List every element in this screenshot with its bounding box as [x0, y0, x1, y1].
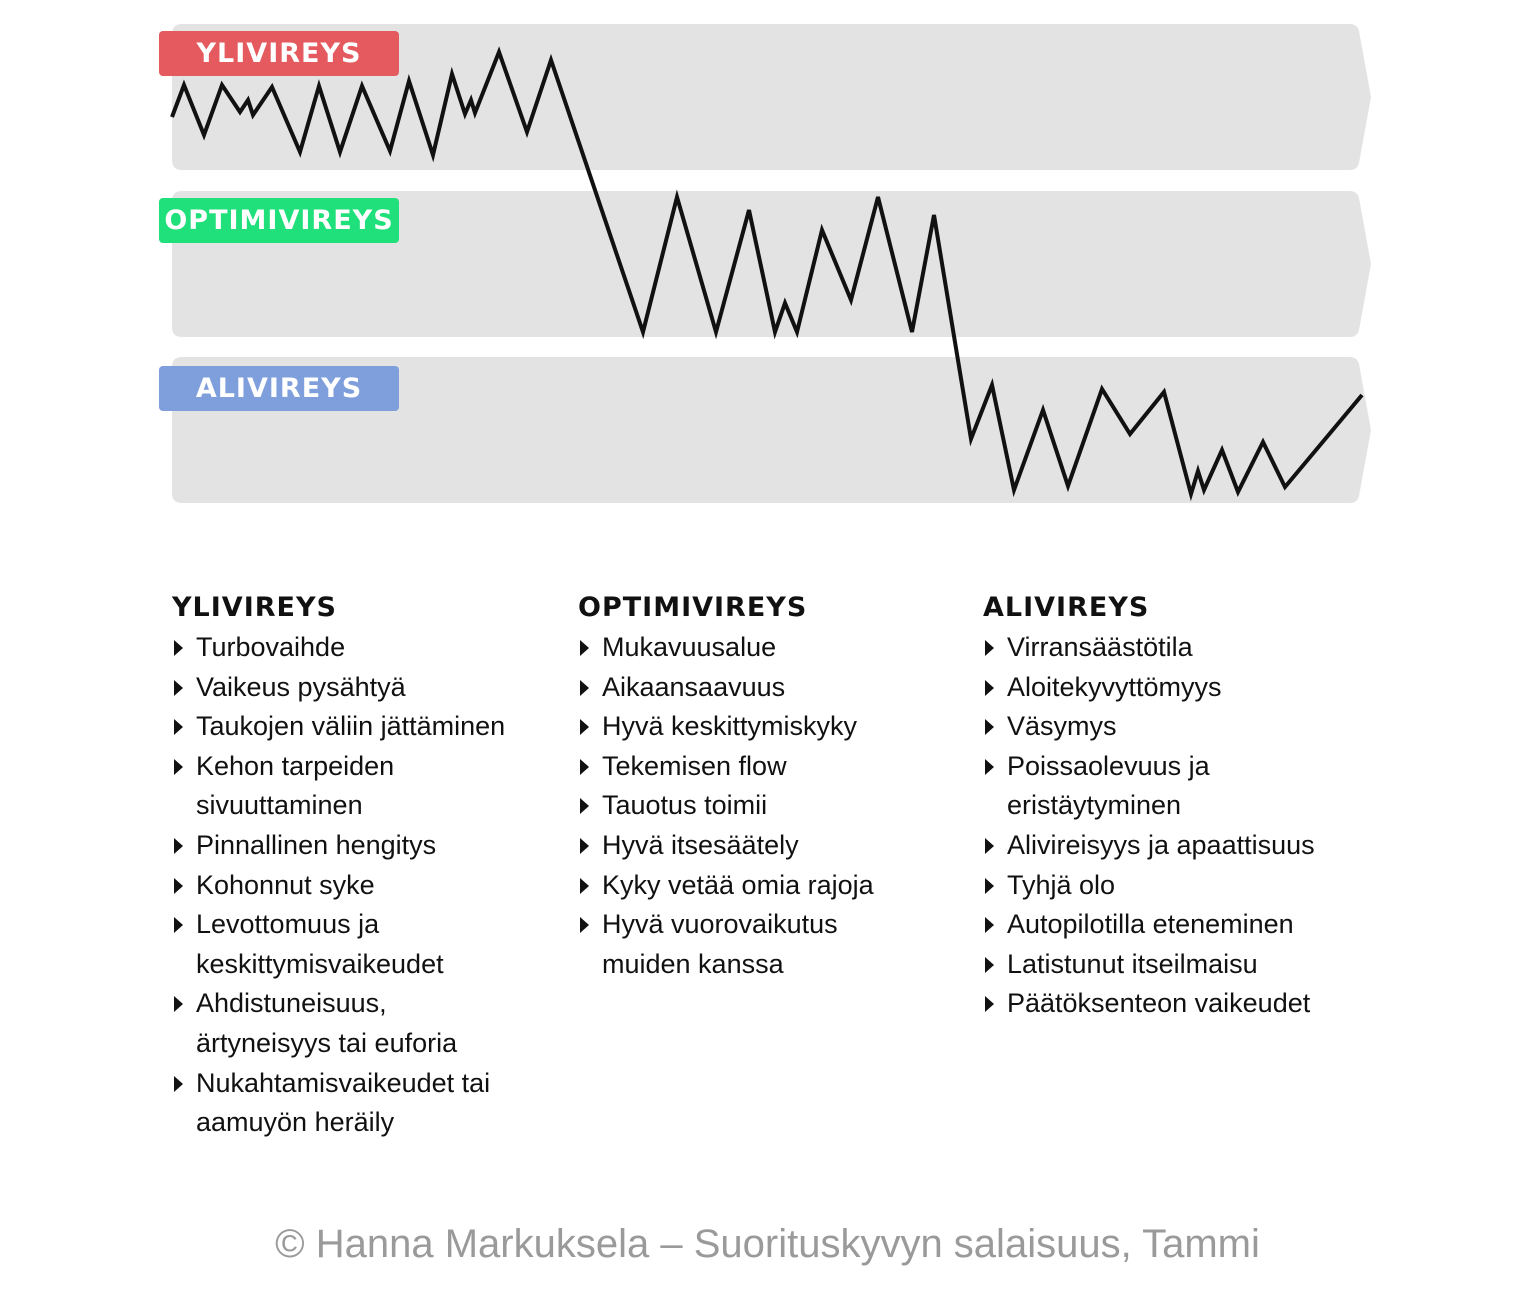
bullet-icon: [580, 878, 589, 894]
bullet-icon: [985, 719, 994, 735]
list-item-text: Mukavuusalue: [602, 632, 777, 662]
column-title: ALIVIREYS: [983, 592, 1150, 623]
list-item-text: Hyvä itsesäätely: [602, 829, 799, 860]
bullet-icon: [174, 878, 183, 894]
list-item-text: Virransäästötila: [1007, 632, 1193, 662]
list-item-text: Poissaolevuus ja eristäytyminen: [1007, 750, 1210, 821]
bullet-icon: [174, 838, 183, 854]
bullet-icon: [174, 917, 183, 933]
list-item: [172, 984, 516, 1063]
list-item: [983, 945, 1383, 985]
bullet-icon: [985, 878, 994, 894]
column-list: [983, 628, 1383, 1024]
list-item-text: Kohonnut syke: [196, 869, 375, 900]
list-item: [578, 668, 958, 708]
bullet-icon: [985, 640, 994, 656]
list-item: [172, 628, 552, 668]
list-item: [578, 786, 958, 826]
list-item: [983, 905, 1383, 945]
list-item-text: Vaikeus pysähtyä: [196, 671, 406, 702]
bullet-icon: [580, 838, 589, 854]
bullet-icon: [580, 680, 589, 696]
bullet-icon: [174, 719, 183, 735]
list-item: [578, 747, 958, 787]
list-item: [578, 826, 958, 866]
list-item-text: Aikaansaavuus: [602, 671, 786, 702]
bullet-icon: [985, 917, 994, 933]
list-item: [172, 747, 446, 826]
list-item: [983, 747, 1287, 826]
column-title: YLIVIREYS: [172, 592, 337, 623]
list-item-text: Ahdistuneisuus, ärtyneisyys tai euforia: [196, 988, 458, 1058]
list-item-text: Väsymys: [1007, 711, 1117, 742]
list-item-text: Hyvä keskittymiskyky: [602, 711, 858, 742]
list-item: [172, 826, 552, 866]
bullet-icon: [580, 759, 589, 775]
list-item-text: Levottomuus ja keskittymisvaikeudet: [196, 909, 444, 979]
zone-label-optimivireys: OPTIMIVIREYS: [159, 198, 399, 243]
list-item-text: Autopilotilla eteneminen: [1007, 909, 1294, 940]
list-item-text: Tyhjä olo: [1007, 869, 1116, 900]
list-item: [172, 866, 552, 906]
list-item-text: Kehon tarpeiden sivuuttaminen: [196, 750, 395, 821]
list-item: [983, 826, 1383, 866]
copyright-credit: © Hanna Markuksela – Suorituskyvyn salaisuus, Tammi: [275, 1222, 1260, 1266]
bullet-icon: [580, 798, 589, 814]
list-item-text: Aloitekyvyttömyys: [1007, 671, 1222, 702]
list-item: [983, 668, 1383, 708]
bullet-icon: [174, 640, 183, 656]
bullet-icon: [580, 719, 589, 735]
list-item-text: Hyvä vuorovaikutus muiden kanssa: [602, 909, 838, 979]
list-item-text: Tauotus toimii: [602, 790, 768, 821]
bullet-icon: [580, 640, 589, 656]
list-item: [983, 628, 1383, 668]
list-item-text: Turbovaihde: [196, 632, 346, 662]
column-optimivireys: [578, 588, 958, 984]
list-item-text: Pinnallinen hengitys: [196, 829, 437, 860]
bullet-icon: [985, 759, 994, 775]
zone-label-ylivireys: YLIVIREYS: [159, 31, 399, 76]
bullet-icon: [174, 1076, 183, 1092]
list-item-text: Tekemisen flow: [602, 750, 787, 781]
list-item: [578, 866, 958, 906]
list-item-text: Kyky vetää omia rajoja: [602, 869, 874, 900]
list-item: [578, 707, 958, 747]
list-item-text: Latistunut itseilmaisu: [1007, 948, 1258, 979]
list-item: [172, 905, 506, 984]
bullet-icon: [985, 838, 994, 854]
bullet-icon: [174, 680, 183, 696]
list-item: [172, 1064, 556, 1143]
list-item: [578, 628, 958, 668]
list-item-text: Taukojen väliin jättäminen: [196, 711, 506, 742]
column-list: [578, 628, 958, 984]
list-item: [983, 984, 1383, 1024]
list-item-text: Alivireisyys ja apaattisuus: [1007, 829, 1315, 860]
zone-label-alivireys: ALIVIREYS: [159, 366, 399, 411]
arousal-zones-diagram: [0, 0, 1535, 520]
column-alivireys: [983, 588, 1383, 1024]
bullet-icon: [985, 957, 994, 973]
bullet-icon: [174, 759, 183, 775]
column-ylivireys: [172, 588, 552, 1143]
bullet-icon: [174, 996, 183, 1012]
bullet-icon: [985, 680, 994, 696]
bullet-icon: [985, 996, 994, 1012]
column-list: [172, 628, 552, 1143]
list-item: [172, 668, 552, 708]
list-item-text: Nukahtamisvaikeudet tai aamuyön heräily: [196, 1067, 491, 1138]
column-title: OPTIMIVIREYS: [578, 592, 808, 623]
list-item-text: Päätöksenteon vaikeudet: [1007, 988, 1311, 1019]
list-item: [983, 866, 1383, 906]
list-item: [578, 905, 902, 984]
list-item: [172, 707, 552, 747]
list-item: [983, 707, 1383, 747]
bullet-icon: [580, 917, 589, 933]
